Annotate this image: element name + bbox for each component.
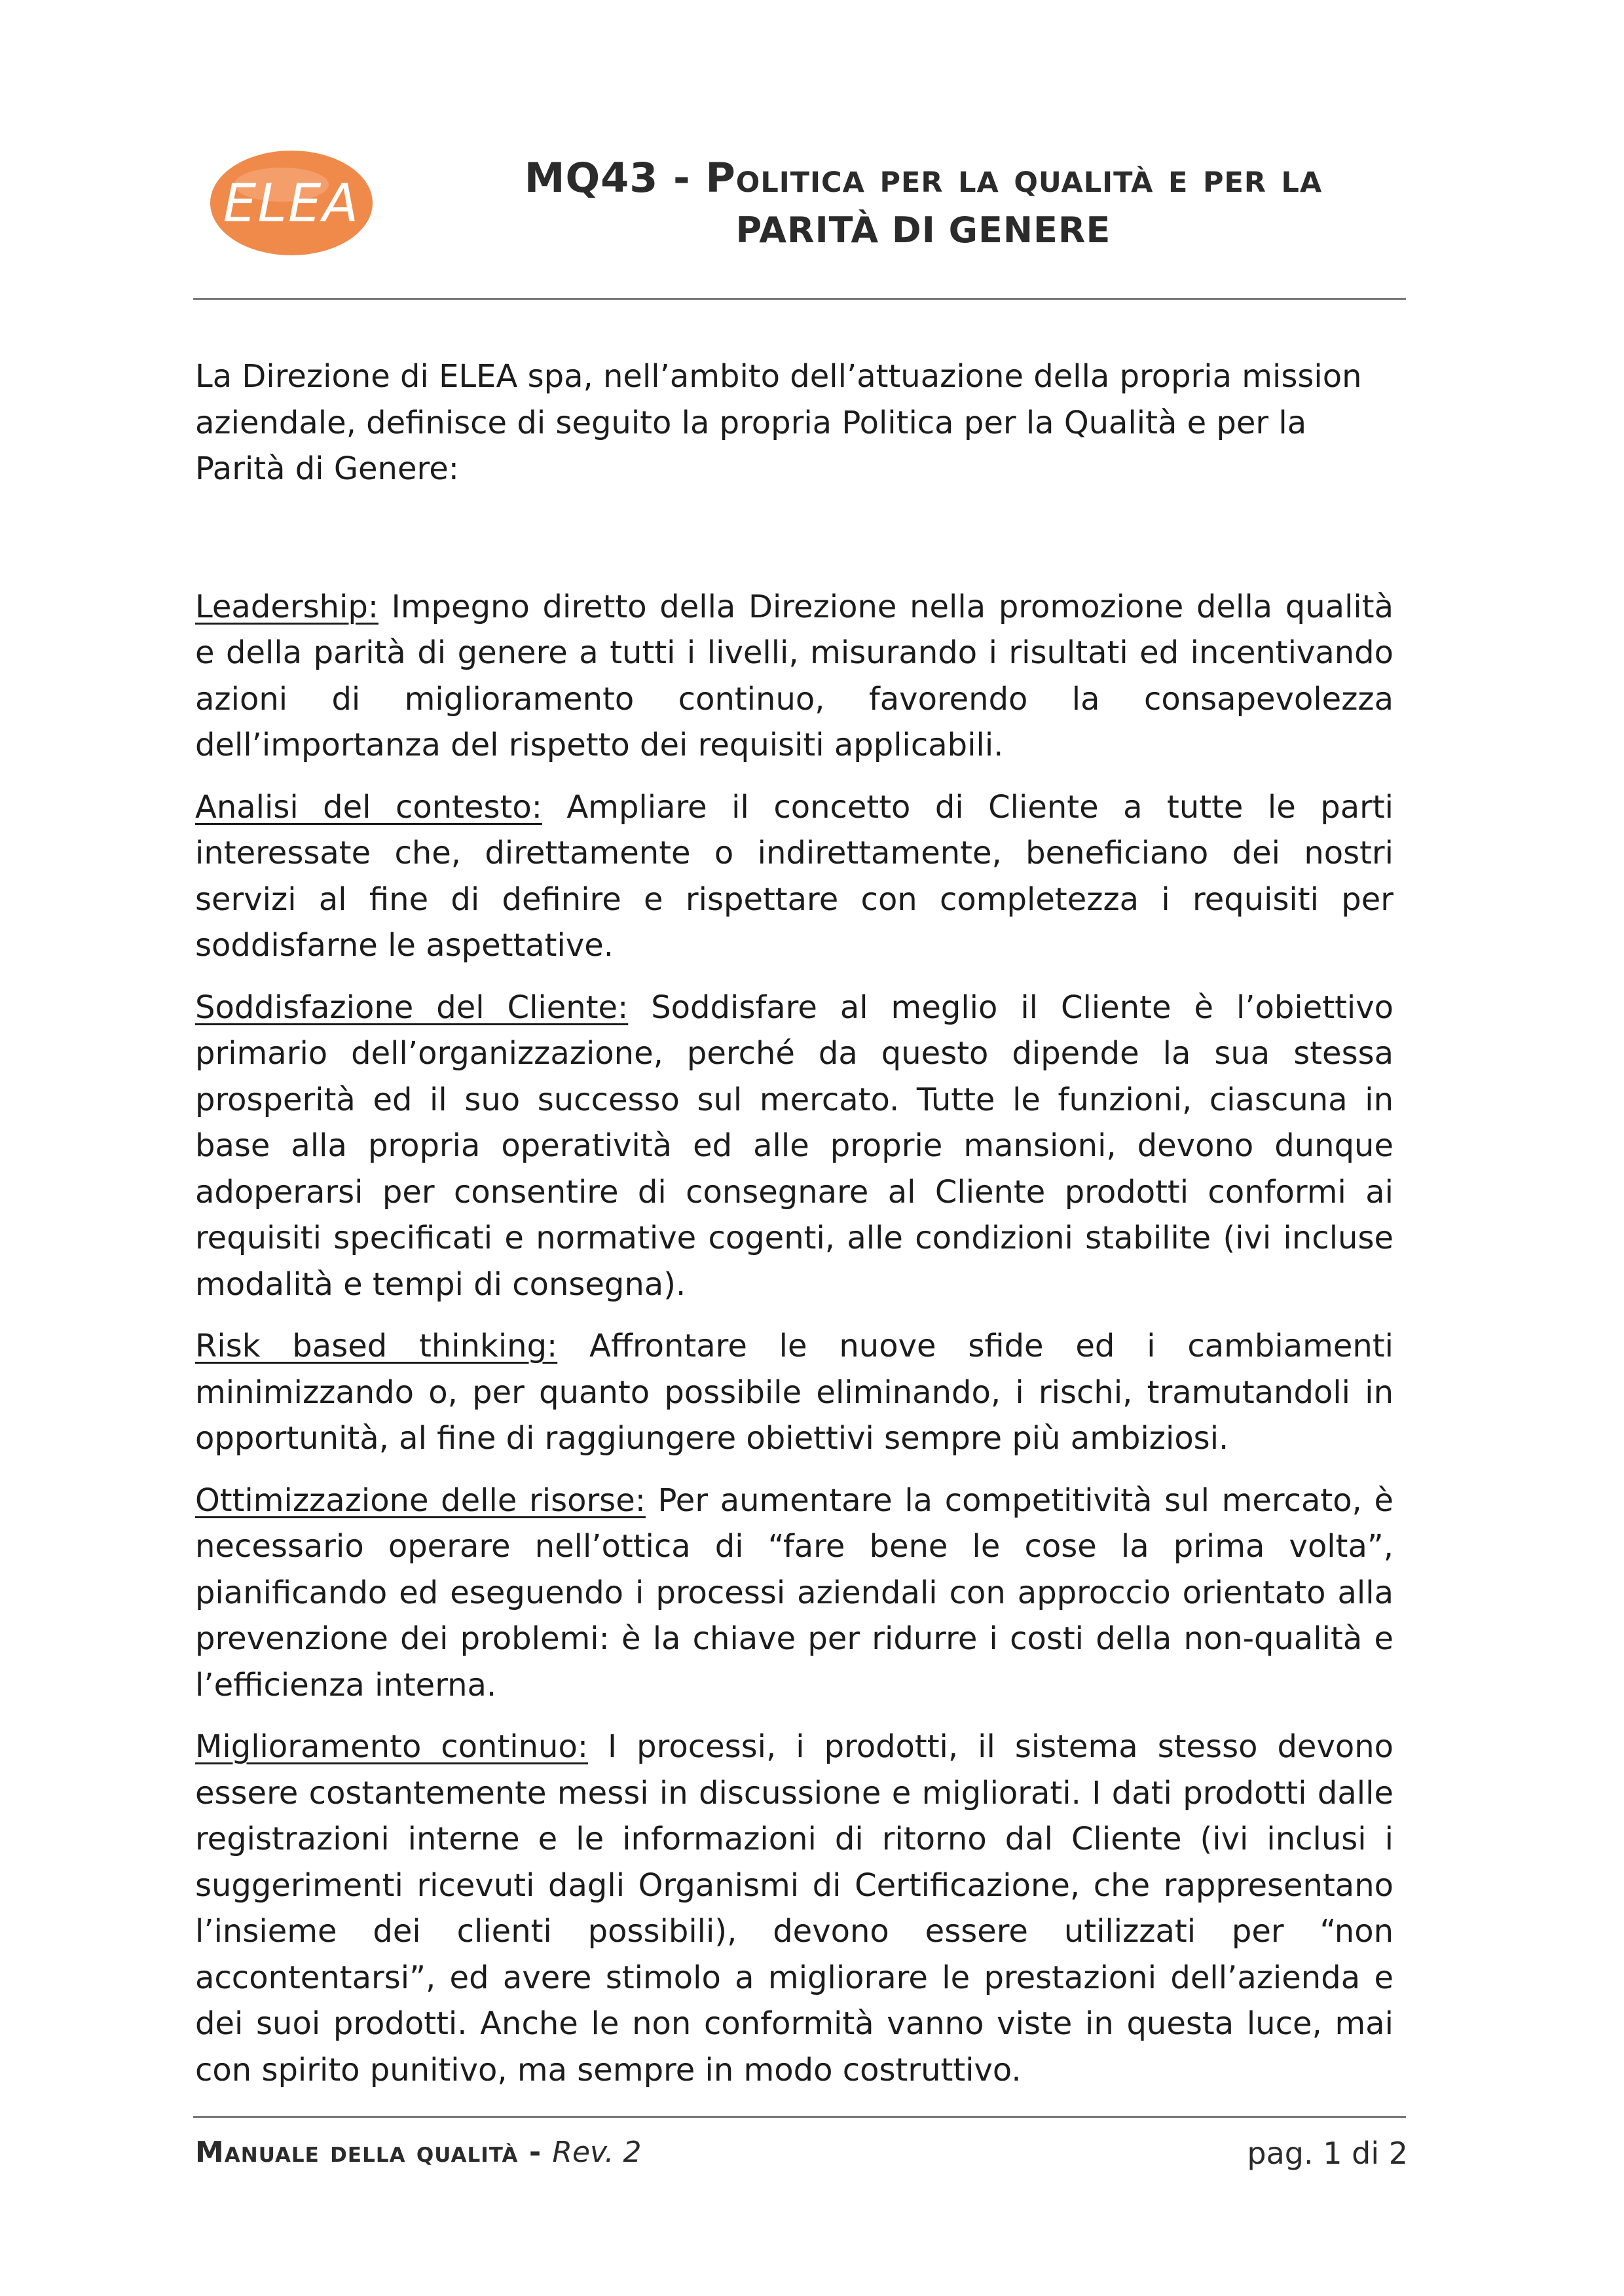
- document-title: [393, 152, 1454, 257]
- section-text: Affrontare le nuove sfide ed i cambiamenti minimizzando o, per quanto possibile eliminando, i rischi, tramutandoli in opportunità, al fine di raggiungere obiettivi sempre più ambiziosi.: [195, 1328, 1393, 1457]
- title-line-2: PARITÀ DI GENERE: [735, 210, 1111, 251]
- elea-logo-icon: [208, 148, 375, 258]
- logo-text: ELEA: [223, 173, 360, 234]
- section-ottimizzazione-risorse: [195, 1478, 1393, 1709]
- section-label: Risk based thinking:: [195, 1328, 558, 1364]
- section-text: I processi, i prodotti, il sistema stesso devono essere costantemente messi in discussione e migliorati. I dati prodotti dalle registrazioni interne e le informazioni di ritorno dal Cliente (ivi inclusi i suggerimenti ricevuti dagli Organismi di Certificazione, che rappresentano l’insieme dei clienti possibili), devono essere utilizzati per “non accontentarsi”, ed avere stimolo a migliorare le prestazioni dell’azienda e dei suoi prodotti. Anche le non conformità vanno viste in questa luce, mai con spirito punitivo, ma sempre in modo costruttivo.: [195, 1728, 1394, 2088]
- footer-manual-revision: [195, 2136, 641, 2169]
- section-text: Ampliare il concetto di Cliente a tutte le parti interessate che, direttamente o indirettamente, beneficiano dei nostri servizi al fine di definire e rispettare con completezza i requisiti per soddisfarne le aspettative.: [195, 788, 1394, 964]
- document-body: [195, 354, 1393, 2109]
- section-analisi-contesto: [195, 784, 1393, 969]
- section-text: Impegno diretto della Direzione nella promozione della qualità e della parità di genere a tutti i livelli, misurando i risultati ed incentivando azioni di miglioramento continuo, favorendo la consapevolezza dell’importanza del rispetto dei requisiti applicabili.: [195, 588, 1393, 763]
- section-text: Soddisfare al meglio il Cliente è l’obiettivo primario dell’organizzazione, perché da questo dipende la sua stessa prosperità ed il suo successo sul mercato. Tutte le funzioni, ciascuna in base alla propria operatività ed alle proprie mansioni, devono dunque adoperarsi per consentire di consegnare al Cliente prodotti conformi ai requisiti specificati e normative cogenti, alle condizioni stabilite (ivi incluse modalità e tempi di consegna).: [195, 989, 1393, 1303]
- footer-separator: -: [518, 2136, 553, 2169]
- footer-revision: Rev. 2: [552, 2136, 642, 2169]
- section-label: Ottimizzazione delle risorse:: [195, 1482, 646, 1519]
- header-divider: [193, 298, 1406, 300]
- section-label: Analisi del contesto:: [195, 788, 542, 826]
- section-label: Leadership:: [195, 588, 378, 625]
- footer-manual-name: Manuale della qualità: [195, 2136, 519, 2169]
- section-label: Soddisfazione del Cliente:: [195, 989, 629, 1026]
- section-leadership: [195, 584, 1393, 769]
- intro-paragraph: La Direzione di ELEA spa, nell’ambito dell’attuazione della propria mission aziendale, definisce di seguito la propria Politica per la Qualità e per la Parità di Genere:: [195, 358, 1362, 487]
- section-soddisfazione-cliente: [195, 985, 1393, 1308]
- section-text: Per aumentare la competitività sul mercato, è necessario operare nell’ottica di “fare bene le cose la prima volta”, pianificando ed eseguendo i processi aziendali con approccio orientato alla prevenzione dei problemi: è la chiave per ridurre i costi della non-qualità e l’efficienza interna.: [195, 1482, 1393, 1704]
- section-risk-based-thinking: [195, 1323, 1393, 1462]
- section-label: Miglioramento continuo:: [195, 1728, 589, 1765]
- footer-divider: [193, 2116, 1406, 2118]
- title-line-1: MQ43 - Politica per la qualità e per la: [524, 154, 1323, 202]
- elea-logo: [208, 148, 375, 258]
- section-miglioramento-continuo: [195, 1724, 1393, 2093]
- page-number: pag. 1 di 2: [1247, 2136, 1408, 2171]
